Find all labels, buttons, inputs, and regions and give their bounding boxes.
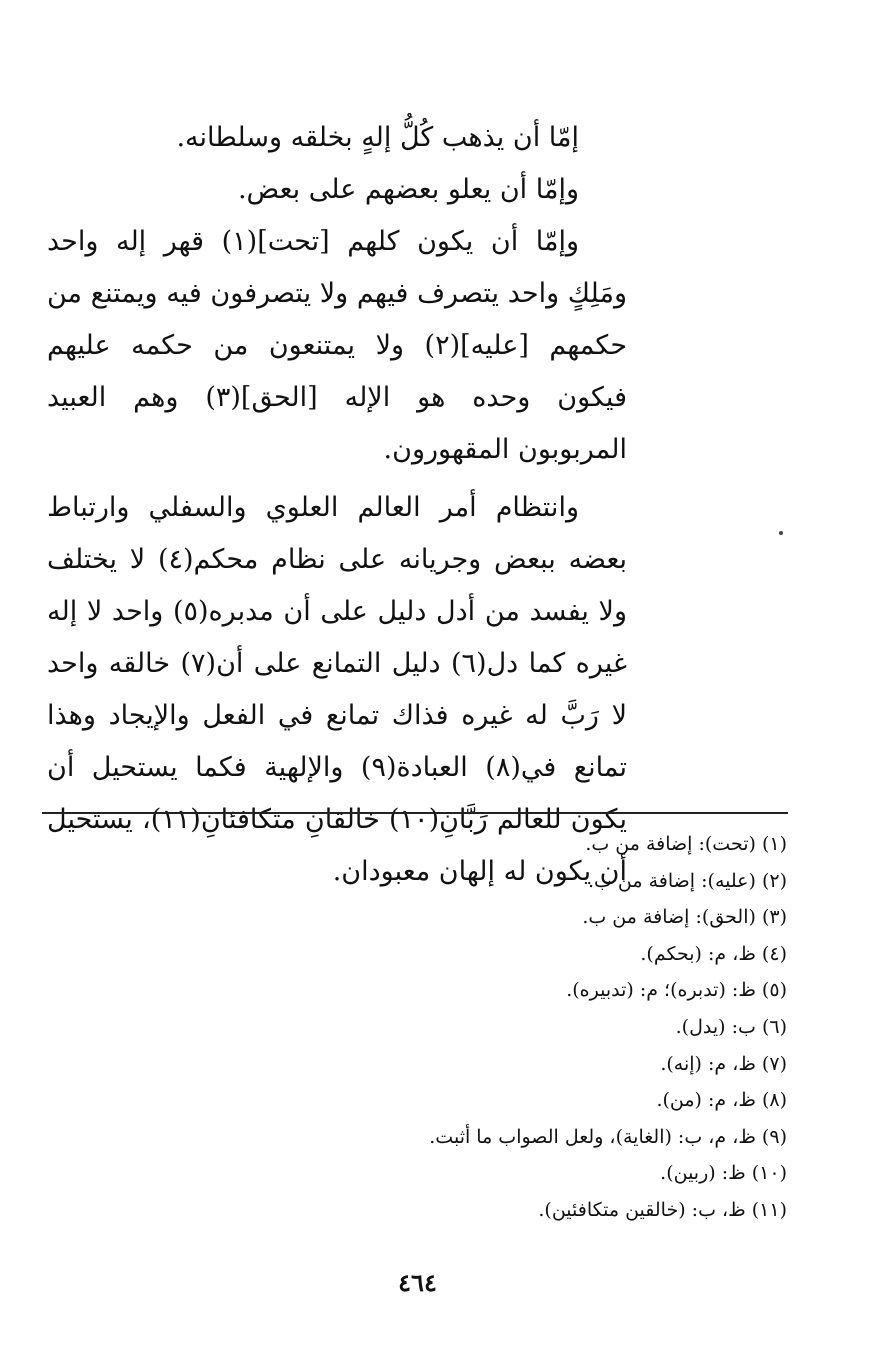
paragraph-1: إمّا أن يذهب كُلُّ إلهٍ بخلقه وسلطانه.: [176, 122, 579, 153]
footnote: (٨) ظ، م: (من).: [656, 1089, 787, 1112]
footnote: (٩) ظ، م، ب: (الغاية)، ولعل الصواب ما أثبت.: [429, 1125, 787, 1148]
footnote: (٣) (الحق): إضافة من ب.: [582, 906, 787, 929]
footnote: (٥) ظ: (تدبره)؛ م: (تدبيره).: [566, 979, 787, 1002]
footnote: (٤) ظ، م: (بحكم).: [640, 942, 787, 965]
footnote: (١) (تحت): إضافة من ب.: [585, 833, 787, 855]
paragraph-2: وإمّا أن يعلو بعضهم على بعض.: [237, 174, 579, 205]
paragraph-4: وانتظام أمر العالم العلوي والسفلي وارتباط بعضه ببعض وجريانه على نظام محكم(٤) لا يختلف ولا يفسد من أدل دليل على أن مدبره(٥) واحد لا إله غيره كما دل(٦) دليل التمانع على أن(٧) خالقه واحد لا رَبَّ له غيره فذاك تمانع في الفعل والإيجاد وهذا تمانع في(٨) العبادة(٩) والإلهية فكما يستحيل أن يكون للعالم رَبَّانِ(١٠) خالقانِ متكافئانِ(١١)، يستحيل أن يكون له إلهان معبودان.: [47, 492, 628, 887]
footnote-divider: [42, 812, 788, 814]
footnotes: [87, 826, 787, 1229]
paragraph-3: وإمّا أن يكون كلهم [تحت](١) قهر إله واحد ومَلِكٍ واحد يتصرف فيهم ولا يتصرفون فيه ويمتنع من حكمهم [عليه](٢) ولا يمتنعون من حكمه عليهم فيكون وحده هو الإله [الحق](٣) وهم العبيد المربوبون المقهورون.: [47, 226, 628, 465]
stray-mark: [779, 531, 783, 535]
main-text: [47, 112, 627, 898]
footnote: (٢) (عليه): إضافة من ب.: [587, 869, 787, 892]
footnote: (١١) ظ، ب: (خالقين متكافئين).: [538, 1198, 787, 1221]
footnote: (٦) ب: (يدل).: [675, 1015, 787, 1038]
footnote: (١٠) ظ: (ربين).: [660, 1162, 787, 1185]
footnote: (٧) ظ، م: (إنه).: [660, 1052, 787, 1075]
page-number: ٤٦٤: [398, 1268, 437, 1297]
